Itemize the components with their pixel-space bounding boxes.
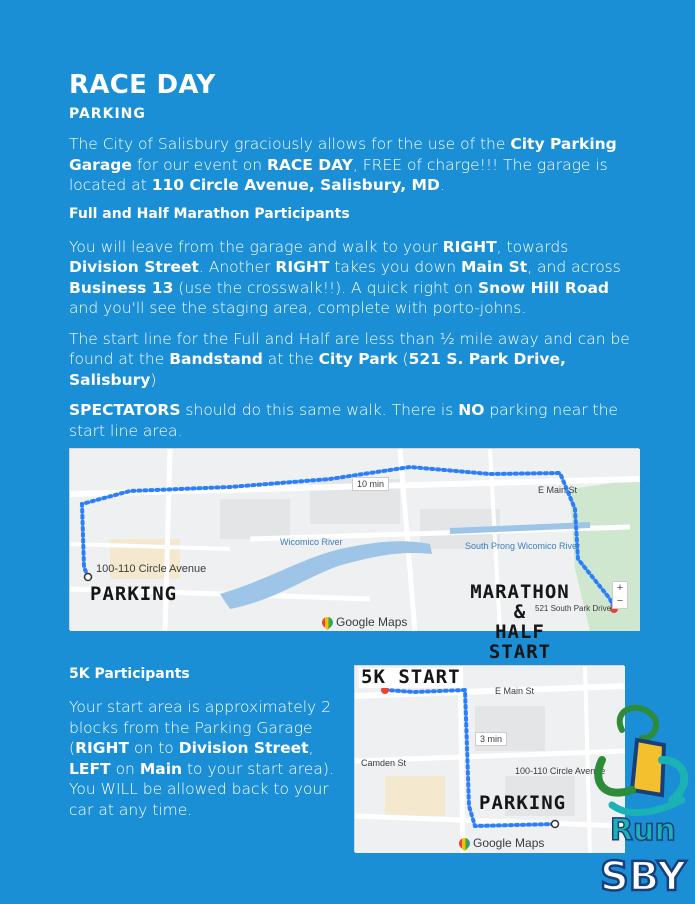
runner-logo-icon — [592, 700, 695, 900]
map2-google-maps-credit: Google Maps — [459, 836, 544, 850]
map2-time-badge: 3 min — [475, 732, 507, 746]
spectators-paragraph: SPECTATORS should do this same walk. There is NO parking near the start line area. — [69, 401, 618, 440]
fivek-section — [69, 664, 339, 820]
map2-origin-label: 100-110 Circle Avenue — [515, 766, 606, 776]
run-sby-logo — [592, 700, 695, 900]
fivek-heading: 5K Participants — [69, 666, 190, 682]
fivek-route-map[interactable] — [354, 665, 624, 852]
fivek-start-label: 5K START — [361, 666, 461, 688]
main-st-label: E Main St — [538, 485, 578, 495]
map2-main-st-label: E Main St — [495, 686, 535, 696]
map2-parking-label: PARKING — [479, 792, 567, 814]
logo-run-text: Run — [610, 813, 676, 848]
time-badge: 10 min — [352, 477, 389, 491]
zoom-in-button[interactable]: + — [616, 582, 624, 594]
map2-google-maps-pin-icon — [457, 835, 473, 851]
destination-label: 521 South Park Drive — [535, 604, 612, 613]
zoom-controls[interactable] — [612, 581, 628, 609]
origin-label: 100-110 Circle Avenue — [96, 563, 207, 575]
marathon-half-start-label: MARATHON & HALF START — [470, 581, 570, 663]
race-day-content — [69, 68, 639, 441]
start-line-paragraph: The start line for the Full and Half are less than ½ mile away and can be found at the Bandstand at the City Park (521 S. Park Drive, Salisbury) — [69, 329, 630, 389]
fivek-paragraph: Your start area is approximately 2 blocks from the Parking Garage (RIGHT on to Division Street, LEFT on Main to your start area). You WILL be allowed back to your car at any time. — [69, 698, 334, 819]
map-parking-label: PARKING — [90, 583, 178, 605]
walk-directions-paragraph: You will leave from the garage and walk to your RIGHT, towards Division Street. Another RIGHT takes you down Main St, and across Business 13 (use the crosswalk!!). A quick right on Snow Hill Road and you'll see the staging area, complete with porto-johns. — [69, 237, 621, 317]
google-maps-pin-icon — [320, 614, 336, 630]
parking-paragraph: The City of Salisbury graciously allows for the use of the City Parking Garage for our event on RACE DAY, FREE of charge!!! The garage is located at 110 Circle Avenue, Salisbury, MD. — [69, 135, 617, 194]
logo-sby-text: SBY — [600, 854, 687, 900]
marathon-route-map[interactable] — [69, 448, 639, 663]
page-title: RACE DAY — [69, 70, 216, 100]
south-prong-label: South Prong Wicomico River — [465, 541, 581, 551]
river-label: Wicomico River — [280, 537, 343, 547]
parking-heading: PARKING — [69, 106, 146, 122]
zoom-out-button[interactable]: − — [616, 595, 624, 607]
map2-camden-label: Camden St — [361, 758, 407, 768]
full-half-heading: Full and Half Marathon Participants — [69, 205, 350, 222]
google-maps-credit: Google Maps — [322, 615, 407, 629]
